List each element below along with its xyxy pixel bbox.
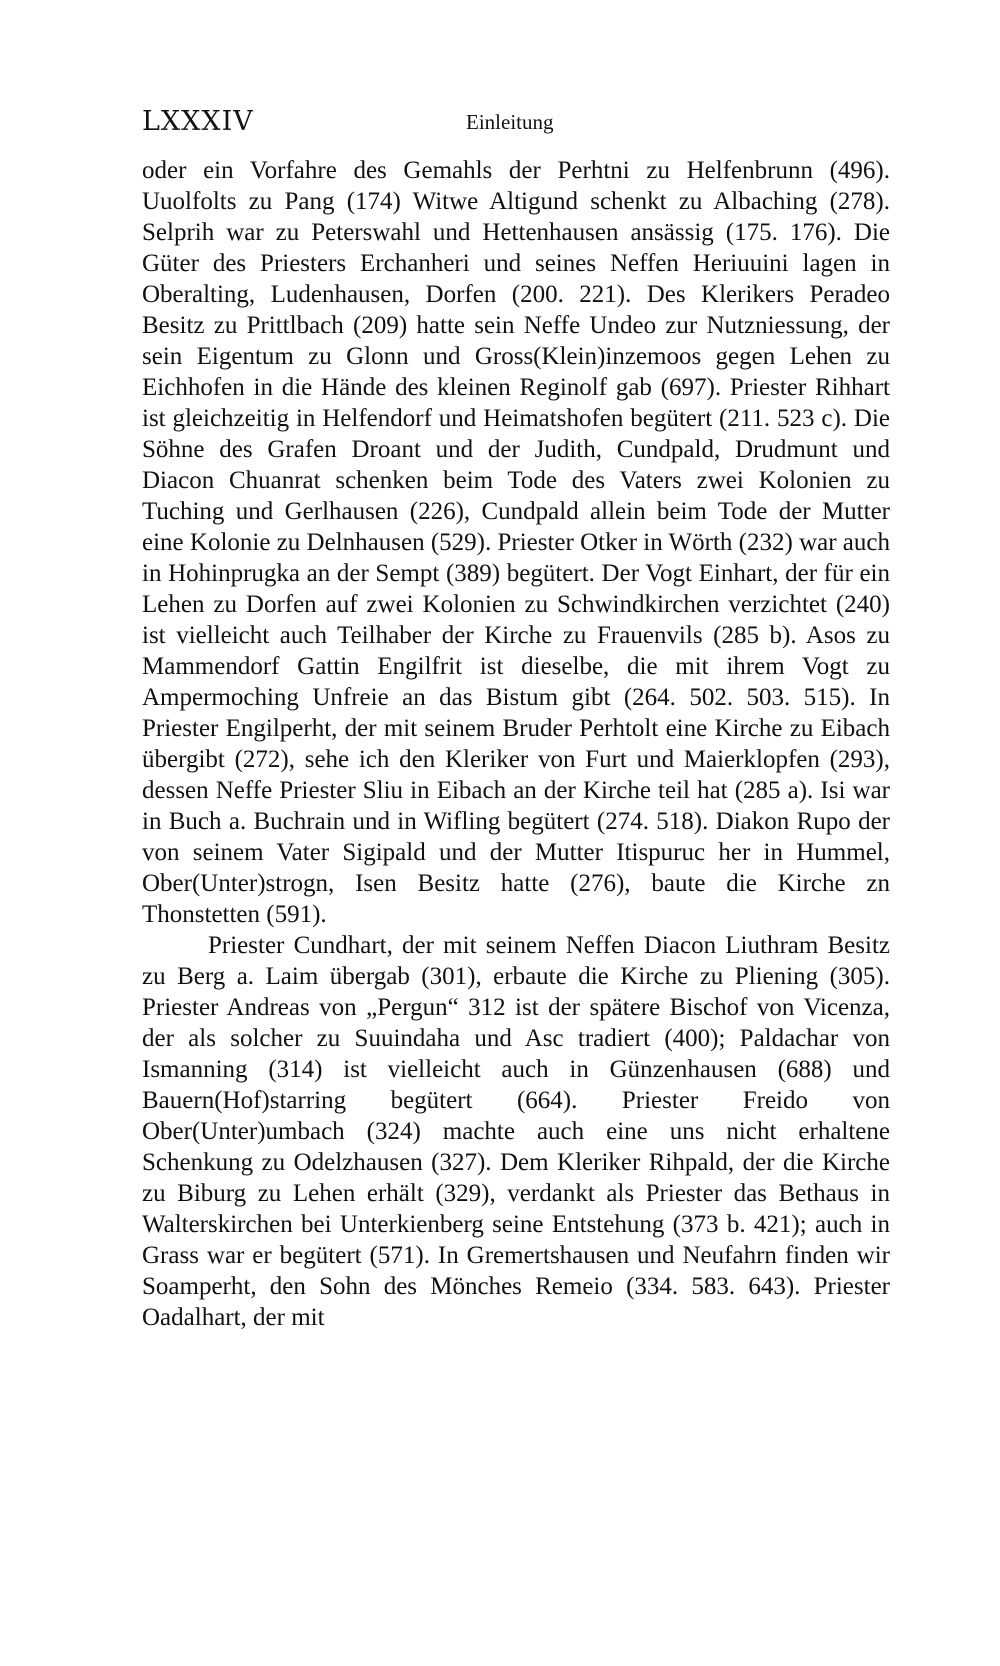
body-text [142, 155, 890, 1333]
running-title: Einleitung [466, 110, 554, 134]
paragraph-2: Priester Cundhart, der mit seinem Neffen Diacon Liuthram Besitz zu Berg a. Laim übergab (301), erbaute die Kirche zu Pliening (305). Priester Andreas von „Pergun“ 312 ist der spätere Bischof von Vicenza, der als solcher zu Suuindaha und Asc tradiert (400); Paldachar von Ismanning (314) ist vielleicht auch in Günzenhausen (688) und Bauern(Hof)starring begütert (664). Priester Freido von Ober(Unter)umbach (324) machte auch eine uns nicht erhaltene Schenkung zu Odelzhausen (327). Dem Kleriker Rihpald, der die Kirche zu Biburg zu Lehen erhält (329), verdankt als Priester das Bethaus in Walterskirchen bei Unterkienberg seine Entstehung (373 b. 421); auch in Grass war er begütert (571). In Gremertshausen und Neufahrn finden wir Soamperht, den Sohn des Mönches Remeio (334. 583. 643). Priester Oadalhart, der mit [142, 932, 890, 1331]
running-head [142, 106, 890, 146]
page-number: LXXXIV [142, 106, 254, 137]
paragraph-1: oder ein Vorfahre des Gemahls der Perhtni zu Helfenbrunn (496). Uuolfolts zu Pang (174) Witwe Altigund schenkt zu Albaching (278). Selprih war zu Peterswahl und Hettenhausen ansässig (175. 176). Die Güter des Priesters Erchanheri und seines Neffen Heriuuini lagen in Oberalting, Ludenhausen, Dorfen (200. 221). Des Klerikers Peradeo Besitz zu Prittlbach (209) hatte sein Neffe Undeo zur Nutzniessung, der sein Eigentum zu Glonn und Gross(Klein)inzemoos gegen Lehen zu Eichhofen in die Hände des kleinen Reginolf gab (697). Priester Rihhart ist gleichzeitig in Helfendorf und Heimatshofen begütert (211. 523 c). Die Söhne des Grafen Droant und der Judith, Cundpald, Drudmunt und Diacon Chuanrat schenken beim Tode des Vaters zwei Kolonien zu Tuching und Gerlhausen (226), Cundpald allein beim Tode der Mutter eine Kolonie zu Delnhausen (529). Priester Otker in Wörth (232) war auch in Hohinprugka an der Sempt (389) begütert. Der Vogt Einhart, der für ein Lehen zu Dorfen auf zwei Kolonien zu Schwindkirchen verzichtet (240) ist vielleicht auch Teilhaber der Kirche zu Frauenvils (285 b). Asos zu Mammendorf Gattin Engilfrit ist dieselbe, die mit ihrem Vogt zu Ampermoching Unfreie an das Bistum gibt (264. 502. 503. 515). In Priester Engilperht, der mit seinem Bruder Perhtolt eine Kirche zu Eibach übergibt (272), sehe ich den Kleriker von Furt und Maierklopfen (293), dessen Neffe Priester Sliu in Eibach an der Kirche teil hat (285 a). Isi war in Buch a. Buchrain und in Wifling begütert (274. 518). Diakon Rupo der von seinem Vater Sigipald und der Mutter Itispuruc her in Hummel, Ober(Unter)strogn, Isen Besitz hatte (276), baute die Kirche zn Thonstetten (591). [142, 157, 890, 928]
